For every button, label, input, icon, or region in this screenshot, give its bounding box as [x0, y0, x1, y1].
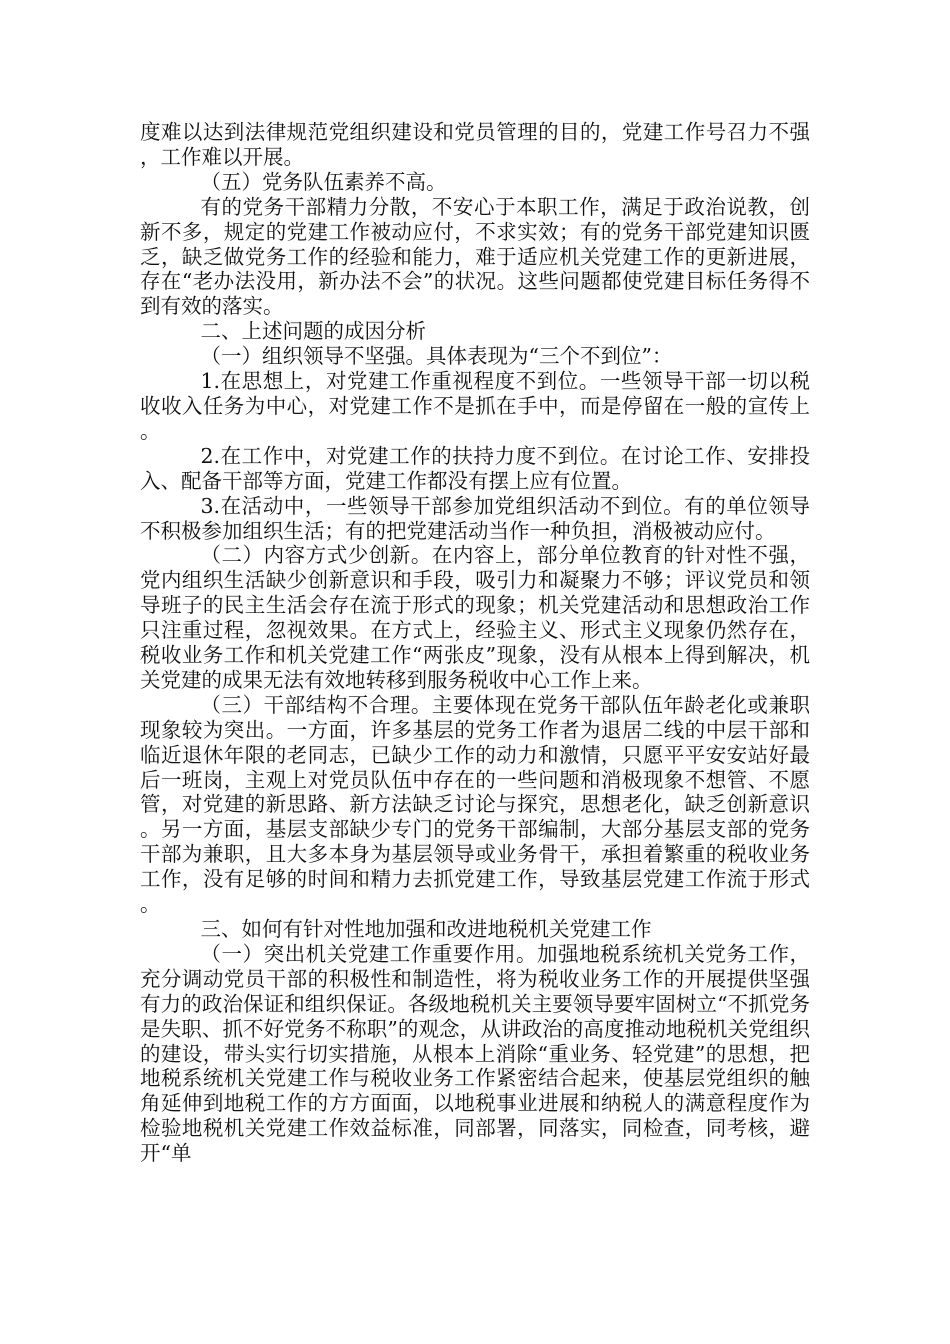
paragraph-body: 有的党务干部精力分散，不安心于本职工作，满足于政治说教，创新不多，规定的党建工作被动应付，不求实效；有的党务干部党建知识匮乏，缺乏做党务工作的经验和能力，难于适应机关党建工作的更新进展，存在“老办法没用，新办法不会”的状况。这些问题都使党建目标任务得不到有效的落实。 — [140, 194, 810, 319]
paragraph-heading-1: （一）组织领导不坚强。具体表现为“三个不到位”： — [200, 344, 673, 369]
paragraph-heading-3: （三）干部结构不合理。主要体现在党务干部队伍年龄老化或兼职现象较为突出。一方面，许多基层的党务工作者为退居二线的中层干部和临近退休年限的老同志，已缺少工作的动力和激情，只愿平平安安站好最后一班岗，主观上对党员队伍中存在的一些问题和消极现象不想管、不愿管，对党建的新思路、新方法缺乏讨论与探究，思想老化，缺乏创新意识。另一方面，基层支部缺少专门的党务干部编制，大部分基层支部的党务干部为兼职，且大多本身为基层领导或业务骨干，承担着繁重的税收业务工作，没有足够的时间和精力去抓党建工作，导致基层党建工作流于形式。 — [140, 692, 810, 917]
paragraph-heading-1b: （一）突出机关党建工作重要作用。加强地税系统机关党务工作，充分调动党员干部的积极性和制造性，将为税收业务工作的开展提供坚强有力的政治保证和组织保证。各级地税机关主要领导要牢固树立“不抓党务是失职、抓不好党务不称职”的观念，从讲政治的高度推动地税机关党组织的建设，带头实行切实措施，从根本上消除“重业务、轻党建”的思想，把地税系统机关党建工作与税收业务工作紧密结合起来，使基层党组织的触角延伸到地税工作的方方面面，以地税事业进展和纳税人的满意程度作为检验地税机关党建工作效益标准，同部署，同落实，同检查，同考核，避开“单 — [140, 941, 810, 1166]
paragraph-item-1: 1.在思想上，对党建工作重视程度不到位。一些领导干部一切以税收收入任务为中心，对党建工作不是抓在手中，而是停留在一般的宣传上。 — [140, 369, 810, 443]
paragraph-heading-5: （五）党务队伍素养不高。 — [200, 169, 447, 194]
section-heading-3: 三、如何有针对性地加强和改进地税机关党建工作 — [200, 917, 652, 941]
paragraph-item-2: 2.在工作中，对党建工作的扶持力度不到位。在讨论工作、安排投入、配备干部等方面，党建工作都没有摆上应有位置。 — [140, 443, 810, 493]
paragraph-heading-2: （二）内容方式少创新。在内容上，部分单位教育的针对性不强，党内组织生活缺少创新意识和手段，吸引力和凝聚力不够；评议党员和领导班子的民主生活会存在流于形式的现象；机关党建活动和思想政治工作只注重过程，忽视效果。在方式上，经验主义、形式主义现象仍然存在，税收业务工作和机关党建工作“两张皮”现象，没有从根本上得到解决，机关党建的成果无法有效地转移到服务税收中心工作上来。 — [140, 543, 810, 692]
section-heading-2: 二、上述问题的成因分析 — [200, 319, 426, 344]
document-body — [140, 120, 810, 1166]
paragraph-continuation: 度难以达到法律规范党组织建设和党员管理的目的，党建工作号召力不强，工作难以开展。 — [140, 120, 810, 169]
paragraph-item-3: 3.在活动中，一些领导干部参加党组织活动不到位。有的单位领导不积极参加组织生活；有的把党建活动当作一种负担，消极被动应付。 — [140, 493, 810, 543]
